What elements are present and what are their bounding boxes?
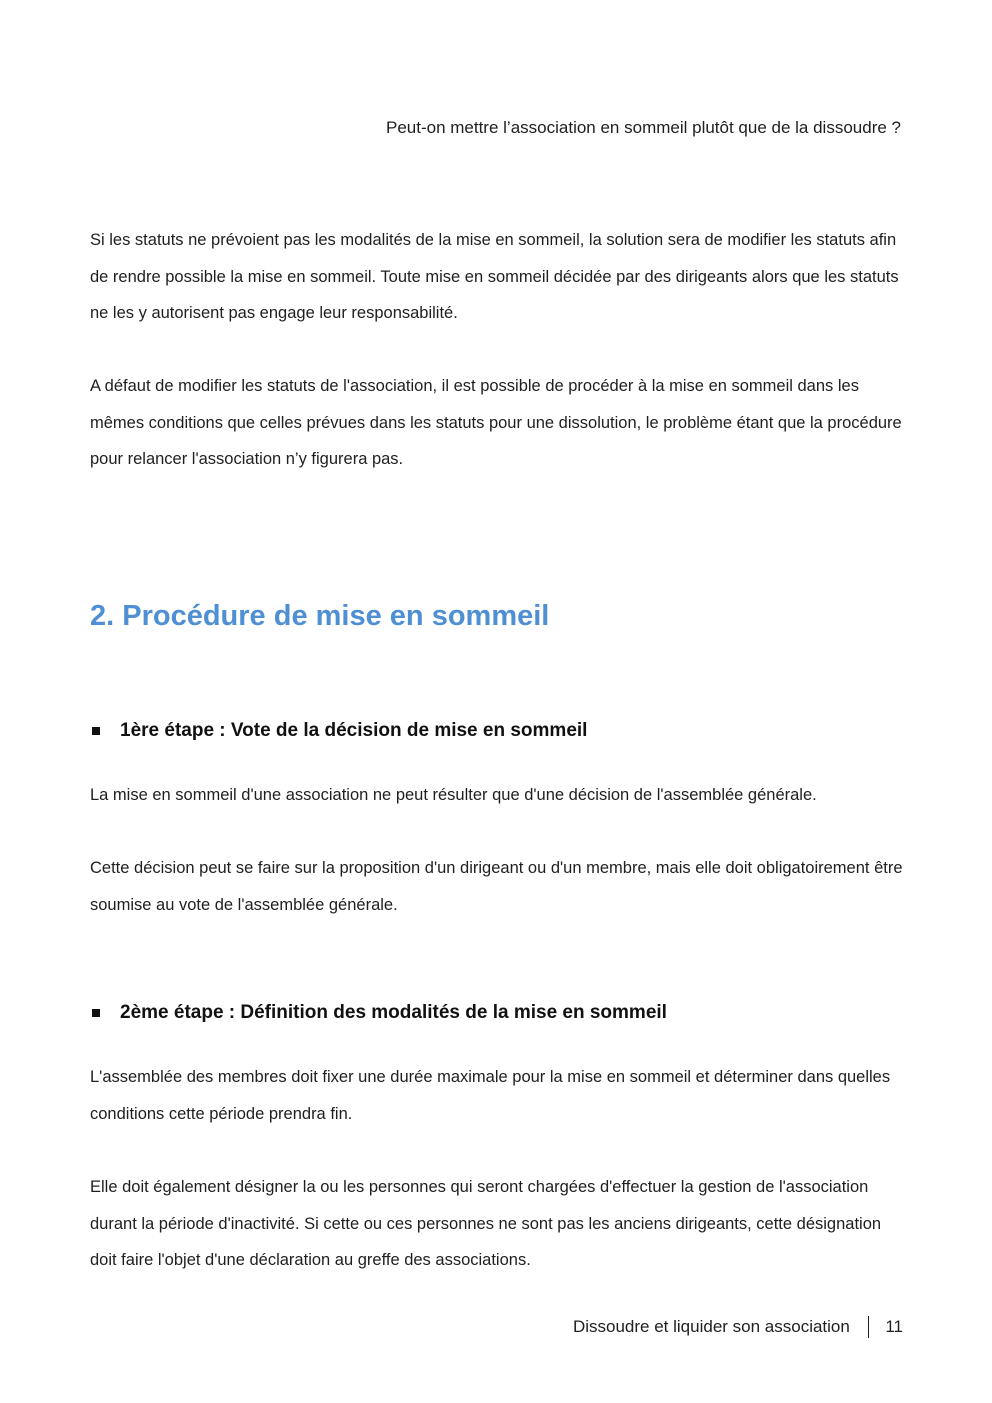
square-bullet-icon bbox=[92, 1009, 100, 1017]
page-number: 11 bbox=[885, 1317, 903, 1336]
running-header: Peut-on mettre l’association en sommeil plutôt que de la dissoudre ? bbox=[385, 118, 901, 137]
page-footer bbox=[573, 1316, 903, 1338]
step-1-paragraph-1: La mise en sommeil d'une association ne peut résulter que d'une décision de l'assemblée générale. bbox=[90, 786, 817, 804]
step-1-heading-text: 1ère étape : Vote de la décision de mise en sommeil bbox=[120, 720, 588, 741]
step-2-heading bbox=[90, 1002, 667, 1024]
step-1-paragraph-2: Cette décision peut se faire sur la proposition d'un dirigeant ou d'un membre, mais elle doit obligatoirement être soumise au vote de l'assemblée générale. bbox=[90, 859, 903, 914]
step-1-heading bbox=[90, 720, 587, 742]
square-bullet-icon bbox=[92, 727, 100, 735]
footer-divider bbox=[868, 1316, 870, 1338]
step-2-heading-text: 2ème étape : Définition des modalités de la mise en sommeil bbox=[120, 1002, 667, 1023]
step-2-paragraph-2: Elle doit également désigner la ou les personnes qui seront chargées d'effectuer la gestion de l'association durant la période d'inactivité. Si cette ou ces personnes ne sont pas les anciens dirigeants, cette désignation doit faire l'objet d'une déclaration au greffe des associations. bbox=[90, 1178, 882, 1269]
footer-document-title: Dissoudre et liquider son association bbox=[572, 1317, 850, 1336]
intro-paragraph-2: A défaut de modifier les statuts de l'association, il est possible de procéder à la mise en sommeil dans les mêmes conditions que celles prévues dans les statuts pour une dissolution, le problème étant que la procédure pour relancer l'association n’y figurera pas. bbox=[90, 377, 902, 468]
section-heading: 2. Procédure de mise en sommeil bbox=[90, 600, 550, 632]
intro-paragraph-1: Si les statuts ne prévoient pas les modalités de la mise en sommeil, la solution sera de modifier les statuts afin de rendre possible la mise en sommeil. Toute mise en sommeil décidée par des dirigeants alors que les statuts ne les y autorisent pas engage leur responsabilité. bbox=[90, 231, 899, 322]
step-2-paragraph-1: L'assemblée des membres doit fixer une durée maximale pour la mise en sommeil et déterminer dans quelles conditions cette période prendra fin. bbox=[90, 1068, 891, 1123]
